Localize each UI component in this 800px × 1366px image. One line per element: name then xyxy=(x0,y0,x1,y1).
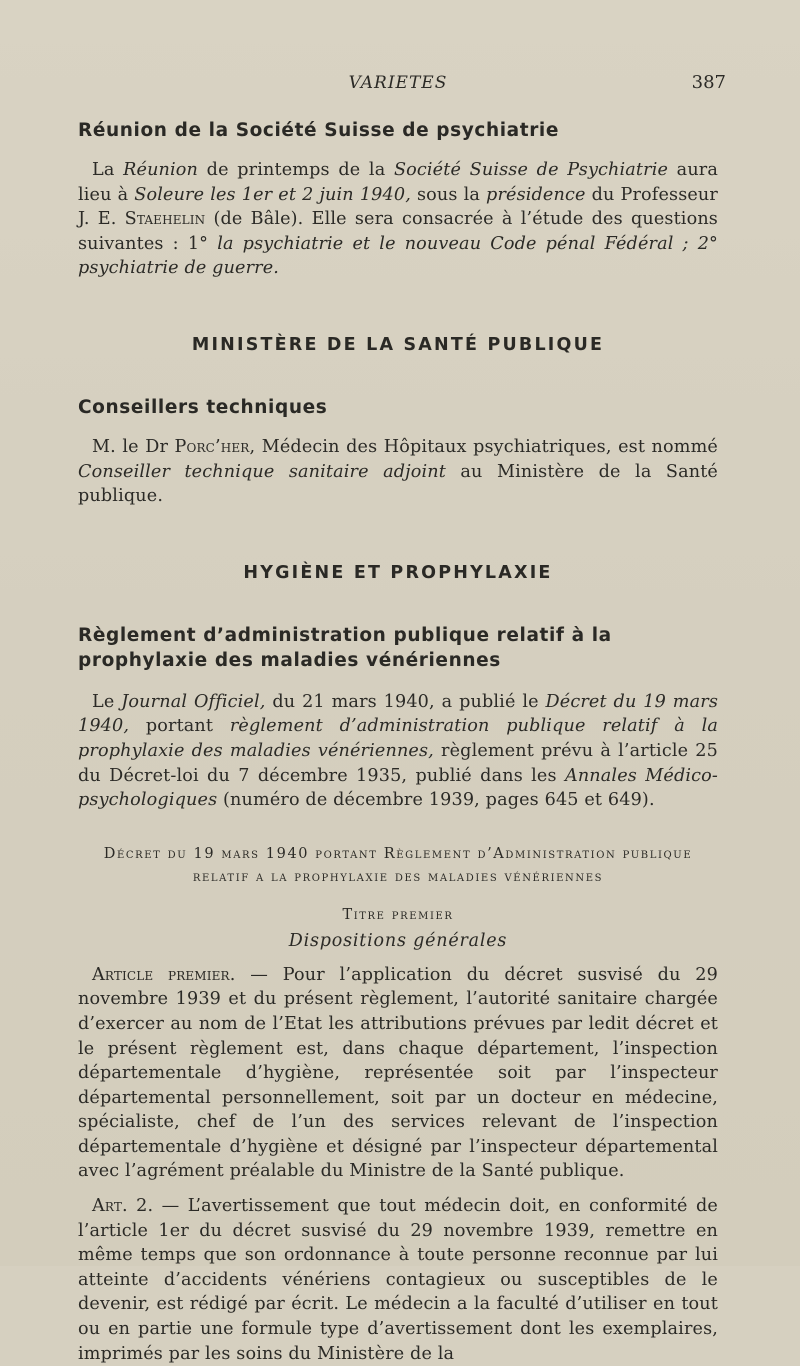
page-header xyxy=(78,0,726,114)
page-number: 387 xyxy=(691,72,726,93)
heading-hygiene: HYGIÈNE ET PROPHYLAXIE xyxy=(243,562,553,583)
heading-ministere: MINISTÈRE DE LA SANTÉ PUBLIQUE xyxy=(191,334,605,355)
running-title: VARIETES xyxy=(348,73,448,93)
section-title-reglement: Règlement d’administration publique relatif à la prophylaxie des maladies vénériennes xyxy=(78,624,612,671)
section-title-conseillers: Conseillers techniques xyxy=(78,396,328,418)
article-2: Art. 2. — L’avertissement que tout médecin doit, en conformité de l’article 1er du décret susvisé du 29 novembre 1939, remettre en même temps que son ordonnance à toute personne reconnue par lui atteinte d’accidents vénériens contagieux ou susceptibles de le devenir, est rédigé par écrit. Le médecin a la faculté d’utiliser en tout ou en partie une formule type d’avertissement dont les exemplaires, imprimés par les soins du Ministère de la xyxy=(78,1196,718,1364)
decree-title: Décret du 19 mars 1940 portant Règlement d’Administration publique relatif a la prophylaxie des maladies vénériennes xyxy=(103,845,693,885)
article-premier: Article premier. — Pour l’application du décret susvisé du 29 novembre 1939 et du présent règlement, l’autorité sanitaire chargée d’exercer au nom de l’Etat les attributions prévues par ledit décret et le présent règlement est, dans chaque département, l’inspection départementale d’hygiène, représentée soit par l’inspecteur départemental personnellement, soit par un docteur en médecine, spécialiste, chef de l’un des services relevant de l’inspection départementale d’hygiène et désigné par l’inspecteur départemental avec l’agrément préalable du Ministre de la Santé publique. xyxy=(78,964,718,1182)
section-title-reunion: Réunion de la Société Suisse de psychiatrie xyxy=(78,120,560,141)
paragraph-conseillers: M. le Dr Porc’her, Médecin des Hôpitaux psychiatriques, est nommé Conseiller technique sanitaire adjoint au Ministère de la Santé publique. xyxy=(78,436,718,507)
dispositions-generales: Dispositions générales xyxy=(288,930,508,951)
paragraph-reunion: La Réunion de printemps de la Société Suisse de Psychiatrie aura lieu à Soleure les 1er et 2 juin 1940, sous la présidence du Professeur J. E. Staehelin (de Bâle). Elle sera consacrée à l’étude des questions suivantes : 1° la psychiatrie et le nouveau Code pénal Fédéral ; 2° psychiatrie de guerre. xyxy=(78,160,719,279)
titre-premier: Titre premier xyxy=(342,906,454,923)
paragraph-journal-officiel: Le Journal Officiel, du 21 mars 1940, a publié le Décret du 19 mars 1940, portant règlement d’administration publique relatif à la prophylaxie des maladies vénériennes, règlement prévu à l’article 25 du Décret-loi du 7 décembre 1935, publié dans les Annales Médico-psychologiques (numéro de décembre 1939, pages 645 et 649). xyxy=(78,691,719,811)
